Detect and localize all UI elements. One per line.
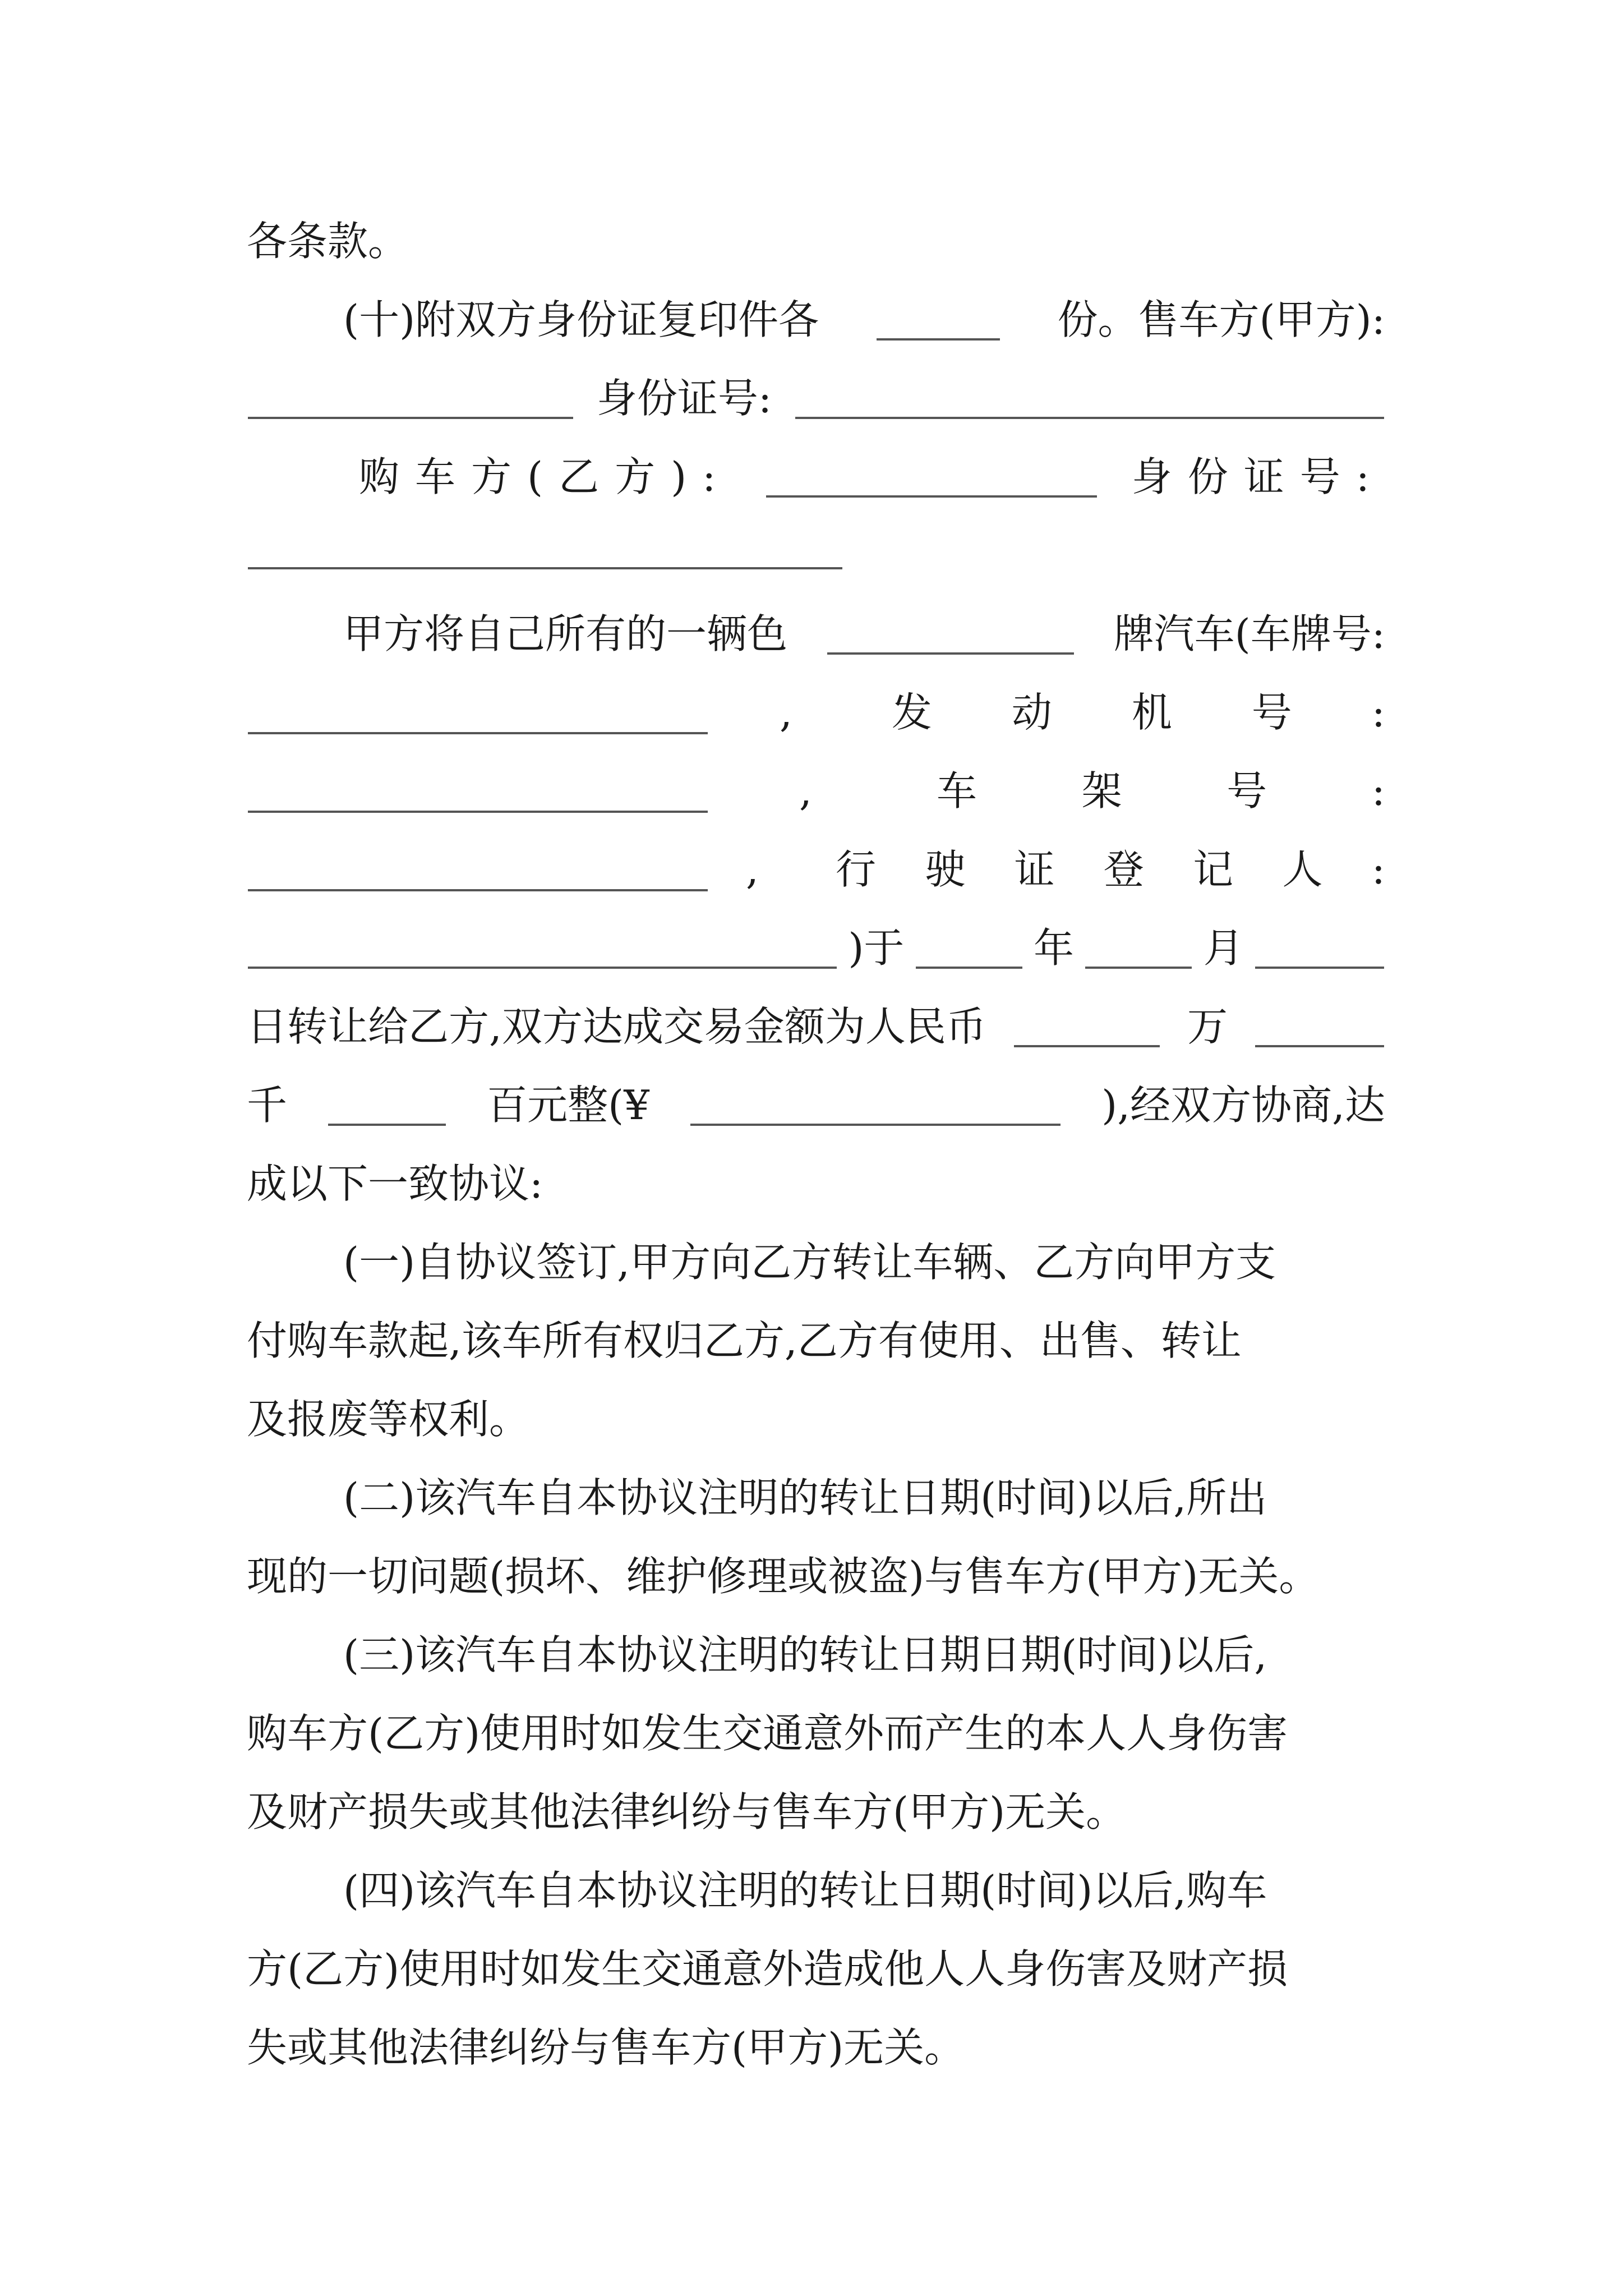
text-negotiation: ),经双方协商,达 xyxy=(1101,1082,1385,1129)
doc-line-7 xyxy=(247,673,1385,752)
blank-year[interactable] xyxy=(916,927,1022,969)
blank-thousand[interactable] xyxy=(1255,1006,1384,1047)
doc-line-8 xyxy=(247,752,1385,830)
clause-3-text: (三)该汽车自本协议注明的转让日期日期(时间)以后, xyxy=(343,1631,1267,1678)
text-transfer-amount: 日转让给乙方,双方达成交易金额为人民币 xyxy=(247,1003,986,1050)
clause-3-text: 购车方(乙方)使用时如发生交通意外而产生的本人人身伤害 xyxy=(247,1710,1288,1757)
blank-seller-id[interactable] xyxy=(795,378,1384,419)
blank-amount-figure[interactable] xyxy=(690,1084,1061,1126)
blank-buyer-id[interactable] xyxy=(248,528,842,569)
clause-3-line-1 xyxy=(343,1616,1385,1694)
blank-engine-number[interactable] xyxy=(248,771,708,813)
blank-plate-number[interactable] xyxy=(248,693,708,734)
clause-1-text: (一)自协议签订,甲方向乙方转让车辆、乙方向甲方支 xyxy=(343,1239,1276,1286)
clause-1-text: 及报废等权利。 xyxy=(247,1396,530,1443)
text-seller-id-label: 身份证号: xyxy=(596,375,772,422)
clause-3-line-3 xyxy=(247,1773,1385,1851)
doc-line-4 xyxy=(359,438,1385,516)
clause-2-text: 现的一切问题(损坏、维护修理或被盗)与售车方(甲方)无关。 xyxy=(247,1553,1320,1600)
text-yuan: 百元整(¥ xyxy=(487,1082,650,1129)
text-buyer-label: 购车方(乙方): xyxy=(359,453,732,500)
text-frame-label: 车 架 号 : xyxy=(937,767,1385,815)
doc-line-13 xyxy=(247,1144,1385,1223)
blank-hundred[interactable] xyxy=(328,1084,446,1126)
text-registrant-label: 行 驶 证 登 记 人 : xyxy=(836,846,1385,893)
clause-1-line-1 xyxy=(343,1223,1385,1301)
doc-line-2 xyxy=(343,280,1385,359)
clause-4-line-2 xyxy=(247,1930,1385,2008)
blank-frame-number[interactable] xyxy=(248,850,708,891)
clause-4-text: 失或其他法律纠纷与售车方(甲方)无关。 xyxy=(247,2024,965,2071)
text-seller-label: 份。售车方(甲方): xyxy=(1057,296,1385,343)
doc-line-1 xyxy=(247,202,1385,280)
doc-line-5 xyxy=(247,516,1385,595)
text-vehicle-color: 甲方将自己所有的一辆色 xyxy=(343,610,788,657)
clause-3-text: 及财产损失或其他法律纠纷与售车方(甲方)无关。 xyxy=(247,1788,1127,1835)
text-on: )于 xyxy=(848,924,905,972)
text-month: 月 xyxy=(1203,924,1244,972)
text-year: 年 xyxy=(1034,924,1075,972)
blank-day[interactable] xyxy=(1255,927,1384,969)
doc-line-6 xyxy=(343,595,1385,673)
text-comma: , xyxy=(799,767,812,815)
clause-4-line-1 xyxy=(343,1851,1385,1930)
blank-seller-name[interactable] xyxy=(248,378,573,419)
clause-4-text: (四)该汽车自本协议注明的转让日期(时间)以后,购车 xyxy=(343,1867,1267,1914)
clause-4-line-3 xyxy=(247,2008,1385,2087)
doc-line-11 xyxy=(247,987,1385,1066)
blank-copies[interactable] xyxy=(877,299,1000,341)
blank-registrant[interactable] xyxy=(248,927,837,969)
text-comma: , xyxy=(746,846,759,893)
text-qian: 千 xyxy=(247,1082,288,1129)
text-agreement-intro: 成以下一致协议: xyxy=(247,1160,543,1207)
clause-1-line-3 xyxy=(247,1380,1385,1458)
blank-month[interactable] xyxy=(1085,927,1192,969)
blank-vehicle-color[interactable] xyxy=(827,613,1074,655)
doc-line-9 xyxy=(247,830,1385,909)
clause-2-line-1 xyxy=(343,1458,1385,1537)
text-buyer-id-label: 身份证号: xyxy=(1131,453,1385,500)
blank-buyer-name[interactable] xyxy=(766,456,1097,498)
doc-line-3 xyxy=(247,359,1385,438)
clause-1-line-2 xyxy=(247,1301,1385,1380)
clause-1-text: 付购车款起,该车所有权归乙方,乙方有使用、出售、转让 xyxy=(247,1317,1242,1364)
text-wan: 万 xyxy=(1187,1003,1228,1050)
clause-2-line-2 xyxy=(247,1537,1385,1616)
text-comma: , xyxy=(780,689,792,736)
text-id-copy: (十)附双方身份证复印件各 xyxy=(343,296,819,343)
clause-3-line-2 xyxy=(247,1694,1385,1773)
clause-2-text: (二)该汽车自本协议注明的转让日期(时间)以后,所出 xyxy=(343,1474,1267,1521)
text-brand-plate: 牌汽车(车牌号: xyxy=(1113,610,1385,657)
clause-4-text: 方(乙方)使用时如发生交通意外造成他人人身伤害及财产损 xyxy=(247,1945,1288,1993)
text-clause-end: 各条款。 xyxy=(247,218,409,265)
text-engine-label: 发 动 机 号 : xyxy=(892,689,1385,736)
doc-line-12 xyxy=(247,1066,1385,1144)
doc-line-10 xyxy=(247,909,1385,987)
blank-ten-thousand[interactable] xyxy=(1014,1006,1160,1047)
